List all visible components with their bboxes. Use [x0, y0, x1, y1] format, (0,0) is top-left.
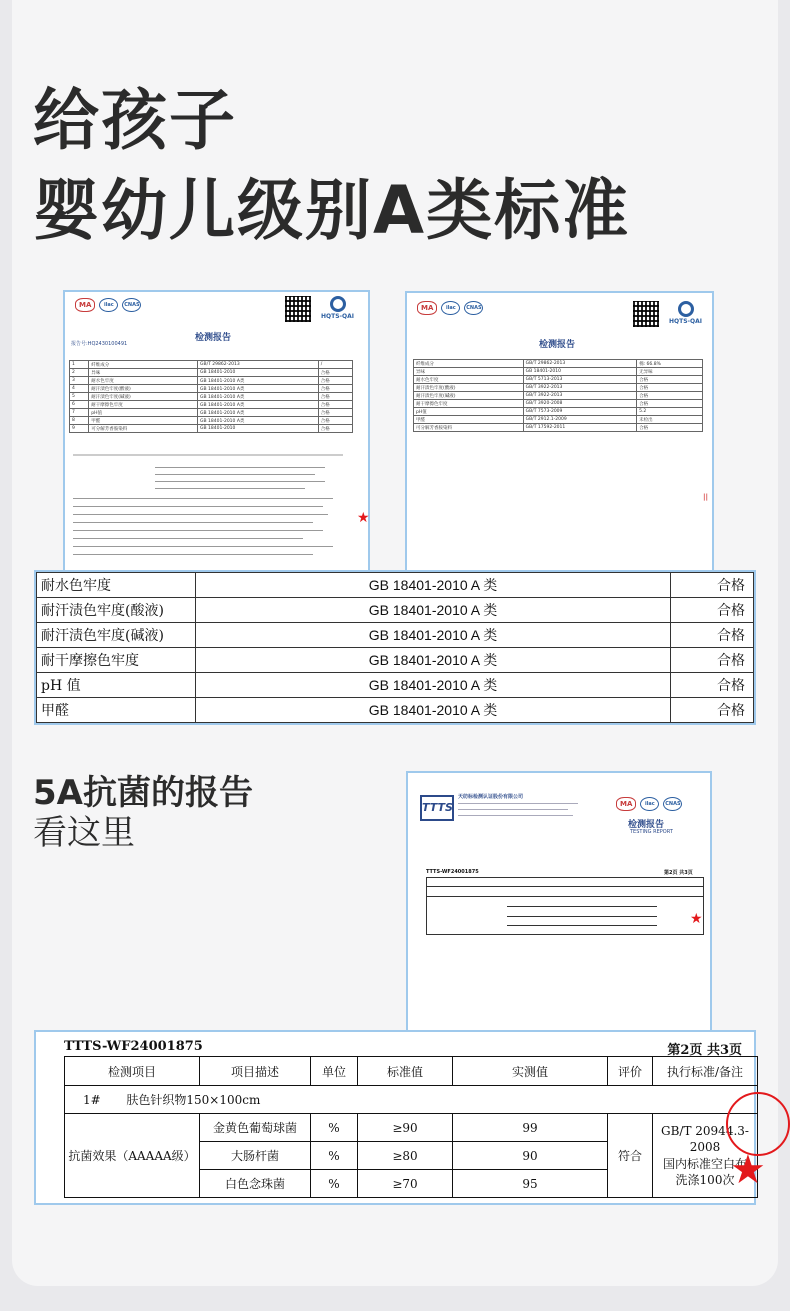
mini-cell: 合格	[318, 377, 352, 385]
mini-cell: 3	[70, 377, 89, 385]
summary-table	[69, 360, 353, 433]
zoomed-antibacterial-table	[34, 1030, 766, 1205]
report-thumbnail-left[interactable]	[63, 290, 370, 572]
standard-note: GB/T 20944.3-2008 国内标准空白布 洗涤100次	[653, 1114, 758, 1198]
mini-cell: 合格	[318, 425, 352, 433]
mini-cell: 合格	[318, 417, 352, 425]
mini-cell: 合格	[318, 385, 352, 393]
col-header: 标准值	[358, 1057, 453, 1086]
mini-cell: 9	[70, 425, 89, 433]
mini-row	[70, 377, 353, 385]
table-row	[37, 623, 754, 648]
evaluation: 符合	[608, 1114, 653, 1198]
mini-cell: 2	[70, 369, 89, 377]
standard-value: ≥80	[358, 1142, 453, 1170]
ilac-logo: ilac	[441, 301, 460, 315]
col-header: 执行标准/备注	[653, 1057, 758, 1086]
report-number: TTTS-WF24001875	[426, 869, 479, 875]
table-row	[37, 673, 754, 698]
organism: 金黄色葡萄球菌	[200, 1114, 311, 1142]
mini-cell: GB 18401-2010 A类	[198, 393, 319, 401]
mini-cell: 合格	[637, 384, 703, 392]
mini-cell: GB/T 7573-2009	[523, 408, 637, 416]
cell-standard: GB 18401-2010 A 类	[196, 623, 671, 648]
hqts-logo: HQTS-QAI	[669, 301, 702, 325]
ilac-logo: ilac	[640, 797, 659, 811]
mini-cell: GB 18401-2010 A类	[198, 377, 319, 385]
cert-logos	[616, 797, 682, 811]
qr-code-icon	[633, 301, 659, 327]
antibacterial-table	[64, 1056, 758, 1198]
report-number: 报告号:HQ2430100491	[71, 341, 128, 347]
cell-standard: GB 18401-2010 A 类	[196, 673, 671, 698]
cell-standard: GB 18401-2010 A 类	[196, 698, 671, 723]
mini-cell: 合格	[318, 409, 352, 417]
standard-value: ≥70	[358, 1170, 453, 1198]
cell-result: 合格	[671, 623, 754, 648]
stamp-mark: ||	[703, 493, 709, 501]
col-header: 实测值	[453, 1057, 608, 1086]
mini-cell: GB/T 17592-2011	[523, 424, 637, 432]
mini-cell: 5	[70, 393, 89, 401]
mini-cell: 7	[70, 409, 89, 417]
organism: 大肠杆菌	[200, 1142, 311, 1170]
cma-logo: MA	[75, 298, 95, 312]
page-number: 第2页 共3页	[667, 1043, 742, 1058]
cell-item: 耐汗渍色牢度(酸液)	[37, 598, 196, 623]
mini-cell: pH值	[89, 409, 198, 417]
report-title: 检测报告	[628, 820, 665, 830]
cell-standard: GB 18401-2010 A 类	[196, 598, 671, 623]
cell-item: pH 值	[37, 673, 196, 698]
headline-line1: 给孩子	[33, 82, 237, 159]
mini-cell: GB/T 5713-2013	[523, 376, 637, 384]
table-row	[37, 648, 754, 673]
stamp-star-icon: ★	[730, 1147, 766, 1193]
mini-cell: GB/T 2912.1-2009	[523, 416, 637, 424]
mini-cell: GB/T 3920-2008	[523, 400, 637, 408]
mini-row	[70, 361, 353, 369]
mini-cell: GB/T 3922-2013	[523, 392, 637, 400]
mini-row	[70, 369, 353, 377]
mini-cell: GB 18401-2010	[523, 368, 637, 376]
mini-cell: 纤维成分	[89, 361, 198, 369]
measured-value: 95	[453, 1170, 608, 1198]
headline-line2: 婴幼儿级别A类标准	[33, 172, 631, 249]
mini-cell: GB 18401-2010 A类	[198, 385, 319, 393]
mini-row	[70, 401, 353, 409]
mini-cell: /	[318, 361, 352, 369]
cell-standard: GB 18401-2010 A 类	[196, 648, 671, 673]
cma-logo: MA	[616, 797, 636, 811]
sample-desc: 肤色针织物150×100cm	[126, 1093, 261, 1107]
mini-cell: GB 18401-2010 A类	[198, 417, 319, 425]
table-row	[37, 598, 754, 623]
report-title-en: TESTING REPORT	[630, 829, 673, 835]
cnas-logo: CNAS	[663, 797, 682, 811]
cnas-logo: CNAS	[122, 298, 141, 312]
mini-row	[414, 392, 703, 400]
mini-cell: 甲醛	[414, 416, 524, 424]
mini-cell: 异味	[414, 368, 524, 376]
official-stamp-icon: ★	[357, 510, 370, 526]
cell-result: 合格	[671, 673, 754, 698]
mini-row	[414, 368, 703, 376]
sample-no: 1#	[83, 1093, 101, 1107]
mini-cell: 耐汗渍色牢度(碱液)	[89, 393, 198, 401]
mini-cell: 8	[70, 417, 89, 425]
mini-cell: 6	[70, 401, 89, 409]
mini-cell: GB/T 29862-2013	[198, 361, 319, 369]
mini-cell: 纤维成分	[414, 360, 524, 368]
mini-cell: 合格	[637, 392, 703, 400]
mini-cell: 无异味	[637, 368, 703, 376]
sample-row	[65, 1086, 758, 1114]
mini-cell: 合格	[318, 393, 352, 401]
mini-cell: GB/T 3922-2013	[523, 384, 637, 392]
org-name: 天纺标检测认证股份有限公司	[458, 794, 524, 800]
mini-row	[70, 417, 353, 425]
mini-row	[70, 385, 353, 393]
mini-cell: 5.2	[637, 408, 703, 416]
cell-item: 耐干摩擦色牢度	[37, 648, 196, 673]
report-title: 检测报告	[195, 333, 232, 343]
table-row	[37, 573, 754, 598]
zoomed-result-table	[34, 570, 756, 725]
mini-row	[414, 424, 703, 432]
ilac-logo: ilac	[99, 298, 118, 312]
unit: %	[311, 1142, 358, 1170]
mini-cell: 合格	[637, 424, 703, 432]
organism: 白色念珠菌	[200, 1170, 311, 1198]
mini-row	[414, 360, 703, 368]
cell-result: 合格	[671, 598, 754, 623]
mini-cell: 可分解芳香胺染料	[414, 424, 524, 432]
mini-cell: 耐汗渍色牢度(碱液)	[414, 392, 524, 400]
mini-cell: 耐干摩擦色牢度	[89, 401, 198, 409]
unit: %	[311, 1114, 358, 1142]
col-header: 单位	[311, 1057, 358, 1086]
mini-row	[70, 393, 353, 401]
qr-code-icon	[285, 296, 311, 322]
col-header: 评价	[608, 1057, 653, 1086]
mini-cell: 耐干摩擦色牢度	[414, 400, 524, 408]
mini-cell: 合格	[637, 400, 703, 408]
cell-item: 耐水色牢度	[37, 573, 196, 598]
mini-cell: GB 18401-2010	[198, 369, 319, 377]
mini-row	[414, 400, 703, 408]
mini-row	[414, 384, 703, 392]
cma-logo: MA	[417, 301, 437, 315]
detail-table	[413, 359, 703, 432]
mini-row	[70, 409, 353, 417]
mini-cell: 可分解芳香胺染料	[89, 425, 198, 433]
mini-row	[414, 408, 703, 416]
test-item: 抗菌效果（AAAAA级）	[65, 1114, 200, 1198]
col-header: 检测项目	[65, 1057, 200, 1086]
mini-row	[414, 416, 703, 424]
mini-antibac-table	[426, 877, 704, 935]
cell-result: 合格	[671, 573, 754, 598]
page-number: 第2页 共3页	[664, 870, 693, 876]
mini-cell: 4	[70, 385, 89, 393]
cell-item: 甲醛	[37, 698, 196, 723]
cert-logos	[75, 298, 141, 312]
report-number: TTTS-WF24001875	[64, 1039, 203, 1054]
mini-cell: pH值	[414, 408, 524, 416]
mini-cell: GB/T 29862-2013	[523, 360, 637, 368]
col-header: 项目描述	[200, 1057, 311, 1086]
cell-standard: GB 18401-2010 A 类	[196, 573, 671, 598]
hqts-logo: HQTS-QAI	[321, 296, 354, 320]
unit: %	[311, 1170, 358, 1198]
measured-value: 99	[453, 1114, 608, 1142]
mini-row	[414, 376, 703, 384]
table-row	[37, 698, 754, 723]
measured-value: 90	[453, 1142, 608, 1170]
mini-cell: 棉: 66.8%	[637, 360, 703, 368]
mini-cell: 耐汗渍色牢度(酸液)	[89, 385, 198, 393]
mini-row	[70, 425, 353, 433]
mini-cell: 异味	[89, 369, 198, 377]
standard-value: ≥90	[358, 1114, 453, 1142]
report-title: 检测报告	[539, 340, 576, 350]
mini-cell: 耐水色牢度	[89, 377, 198, 385]
mini-cell: GB 18401-2010	[198, 425, 319, 433]
mini-cell: GB 18401-2010 A类	[198, 409, 319, 417]
cell-item: 耐汗渍色牢度(碱液)	[37, 623, 196, 648]
mini-cell: 耐汗渍色牢度(酸液)	[414, 384, 524, 392]
cell-result: 合格	[671, 648, 754, 673]
official-stamp-icon: ★	[690, 911, 703, 927]
mini-cell: 合格	[637, 376, 703, 384]
report-thumbnail-antibacterial[interactable]	[406, 771, 712, 1033]
cnas-logo: CNAS	[464, 301, 483, 315]
ttts-logo: TTTS	[420, 795, 454, 821]
mini-cell: GB 18401-2010 A类	[198, 401, 319, 409]
mini-cell: 甲醛	[89, 417, 198, 425]
mini-cell: 合格	[318, 401, 352, 409]
mini-cell: 合格	[318, 369, 352, 377]
cell-result: 合格	[671, 698, 754, 723]
mini-cell: 1	[70, 361, 89, 369]
mini-cell: 未检出	[637, 416, 703, 424]
cert-logos	[417, 301, 483, 315]
section-title: 5A抗菌的报告	[33, 773, 253, 813]
report-thumbnail-right[interactable]	[405, 291, 714, 573]
section-subtitle: 看这里	[33, 813, 135, 853]
mini-cell: 耐水色牢度	[414, 376, 524, 384]
